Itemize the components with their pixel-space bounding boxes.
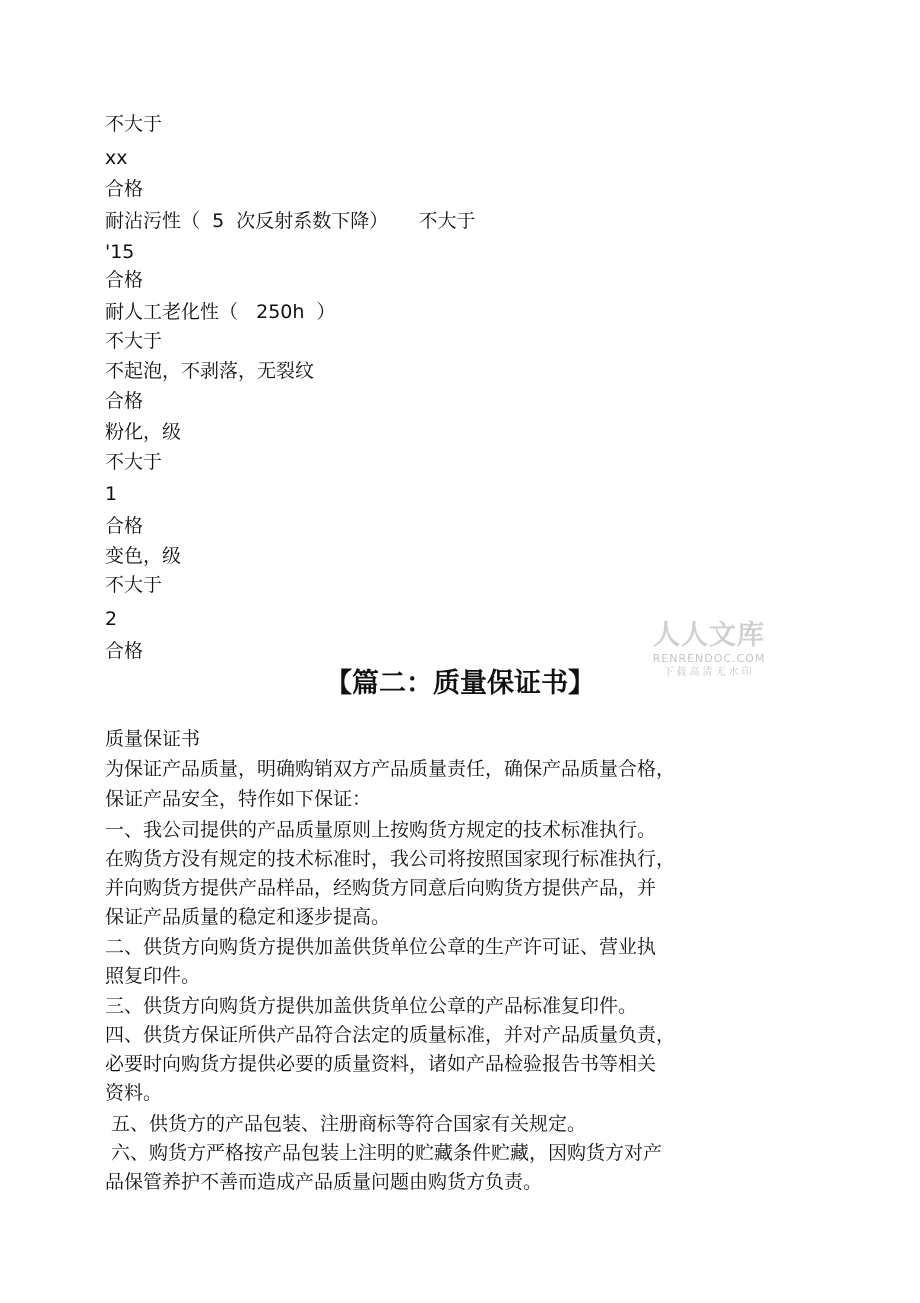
body-line: 三、供货方向购货方提供加盖供货单位公章的产品标准复印件。 [105,995,638,1017]
body-line: 为保证产品质量，明确购销双方产品质量责任，确保产品质量合格， [105,758,676,780]
fragment-line: 不大于 [105,574,163,596]
fragment-line: 不大于 [105,330,163,352]
body-line: 保证产品质量的稳定和逐步提高。 [105,906,391,928]
fragment-line: 不大于 [105,113,163,135]
fragment-line: 合格 [105,515,144,537]
body-line: 六、购货方严格按产品包装上注明的贮藏条件贮藏，因购货方对产 [105,1142,663,1164]
watermark-tagline: 下载高清无水印 [663,667,755,678]
body-line: 照复印件。 [105,965,201,987]
body-line: 二、供货方向购货方提供加盖供货单位公章的生产许可证、营业执 [105,936,657,958]
body-line: 保证产品安全，特作如下保证： [105,788,372,810]
fragment-line: 耐沾污性（ 5 次反射系数下降） 不大于 [105,210,476,232]
fragment-line: 耐人工老化性（ 250h ） [105,301,336,323]
fragment-line: 变色，级 [105,545,182,567]
fragment-line: 不起泡，不剥落，无裂纹 [105,360,315,382]
fragment-line: 不大于 [105,451,163,473]
body-line: 资料。 [105,1082,163,1104]
watermark-url: RENRENDOC.COM [652,652,766,665]
fragment-line: '15 [105,241,135,263]
body-line: 品保管养护不善而造成产品质量问题由购货方负责。 [105,1171,543,1193]
fragment-line: 合格 [105,640,144,662]
body-line: 四、供货方保证所供产品符合法定的质量标准，并对产品质量负责， [105,1024,676,1046]
body-line: 并向购货方提供产品样品，经购货方同意后向购货方提供产品，并 [105,877,657,899]
fragment-line: 粉化，级 [105,421,182,443]
fragment-line: 合格 [105,390,144,412]
body-line: 一、我公司提供的产品质量原则上按购货方规定的技术标准执行。 [105,819,657,841]
fragment-line: xx [105,147,128,169]
section-heading: 【篇二：质量保证书】 [325,668,595,699]
body-title: 质量保证书 [105,728,201,750]
body-line: 五、供货方的产品包装、注册商标等符合国家有关规定。 [105,1113,587,1135]
body-line: 在购货方没有规定的技术标准时，我公司将按照国家现行标准执行， [105,848,676,870]
watermark-main-text: 人人文库 [653,620,765,651]
body-line: 必要时向购货方提供必要的质量资料，诸如产品检验报告书等相关 [105,1053,657,1075]
fragment-line: 合格 [105,178,144,200]
fragment-line: 1 [105,483,118,505]
fragment-line: 合格 [105,269,144,291]
fragment-line: 2 [105,608,118,630]
